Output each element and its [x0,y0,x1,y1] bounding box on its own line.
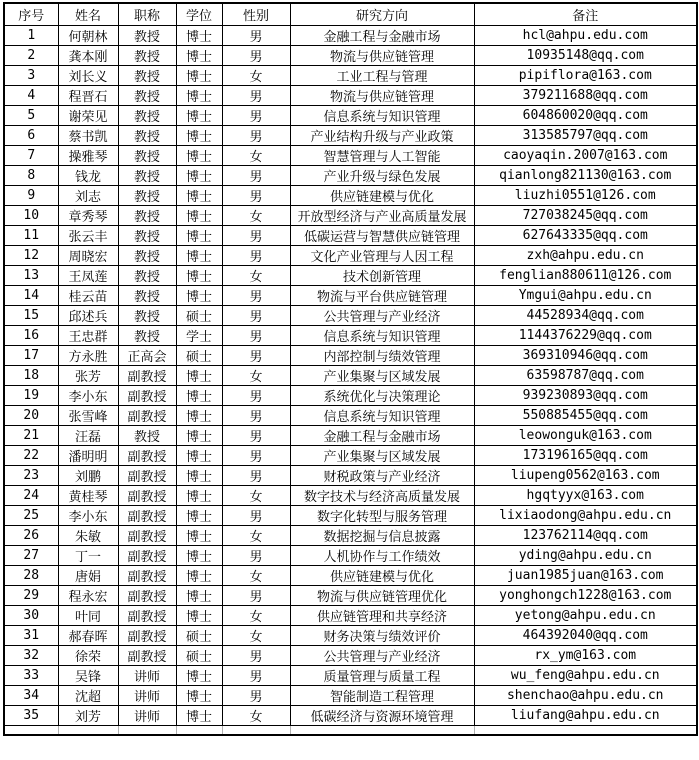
table-cell: 学士 [176,326,222,346]
table-cell: 副教授 [118,546,176,566]
table-cell: 物流与供应链管理 [290,86,474,106]
table-cell: 18 [4,366,58,386]
table-cell: liufang@ahpu.edu.cn [474,706,697,726]
table-cell: 44528934@qq.com [474,306,697,326]
table-cell: hgqtyyx@163.com [474,486,697,506]
table-cell: 工业工程与管理 [290,66,474,86]
table-cell: 副教授 [118,486,176,506]
table-cell: pipiflora@163.com [474,66,697,86]
table-cell: 博士 [176,186,222,206]
table-cell: 副教授 [118,626,176,646]
table-cell: 15 [4,306,58,326]
table-cell: 31 [4,626,58,646]
grid-stub-cell [4,726,58,736]
table-cell: 副教授 [118,386,176,406]
table-cell: shenchao@ahpu.edu.cn [474,686,697,706]
table-cell: 13 [4,266,58,286]
table-cell: rx_ym@163.com [474,646,697,666]
table-cell: 教授 [118,306,176,326]
table-cell: 9 [4,186,58,206]
table-cell: 379211688@qq.com [474,86,697,106]
table-cell: 女 [222,526,290,546]
table-cell: 16 [4,326,58,346]
table-cell: 文化产业管理与人因工程 [290,246,474,266]
table-cell: 教授 [118,266,176,286]
table-cell: 潘明明 [58,446,118,466]
table-row [4,466,697,486]
table-cell: 低碳经济与资源环境管理 [290,706,474,726]
table-cell: 刘志 [58,186,118,206]
table-cell: 博士 [176,46,222,66]
table-cell: 教授 [118,246,176,266]
table-cell: 11 [4,226,58,246]
table-cell: 王凤莲 [58,266,118,286]
table-cell: 博士 [176,686,222,706]
table-cell: 副教授 [118,406,176,426]
table-cell: 博士 [176,426,222,446]
header-cell-remark: 备注 [474,3,697,26]
table-row [4,346,697,366]
table-cell: 叶同 [58,606,118,626]
table-cell: 5 [4,106,58,126]
table-cell: 教授 [118,206,176,226]
table-cell: 沈超 [58,686,118,706]
table-cell: 男 [222,466,290,486]
table-cell: 吴锋 [58,666,118,686]
table-row [4,66,697,86]
table-cell: Ymgui@ahpu.edu.cn [474,286,697,306]
table-cell: 男 [222,586,290,606]
table-cell: 内部控制与绩效管理 [290,346,474,366]
header-cell-research: 研究方向 [290,3,474,26]
table-row [4,686,697,706]
table-cell: juan1985juan@163.com [474,566,697,586]
table-cell: 21 [4,426,58,446]
table-cell: 10935148@qq.com [474,46,697,66]
table-cell: wu_feng@ahpu.edu.cn [474,666,697,686]
table-cell: 硕士 [176,346,222,366]
table-cell: 6 [4,126,58,146]
table-cell: 8 [4,166,58,186]
table-cell: 30 [4,606,58,626]
table-row [4,426,697,446]
table-cell: 7 [4,146,58,166]
table-cell: 博士 [176,706,222,726]
table-cell: 钱龙 [58,166,118,186]
table-cell: 男 [222,306,290,326]
table-cell: 博士 [176,466,222,486]
table-cell: 谢荣见 [58,106,118,126]
table-cell: 3 [4,66,58,86]
table-cell: 女 [222,566,290,586]
table-cell: 产业升级与绿色发展 [290,166,474,186]
table-cell: 女 [222,266,290,286]
table-cell: 唐娟 [58,566,118,586]
table-row [4,606,697,626]
table-cell: 博士 [176,606,222,626]
table-cell: 727038245@qq.com [474,206,697,226]
table-cell: 程永宏 [58,586,118,606]
table-cell: 604860020@qq.com [474,106,697,126]
table-cell: 副教授 [118,366,176,386]
table-row [4,266,697,286]
header-cell-title: 职称 [118,3,176,26]
table-cell: 女 [222,706,290,726]
grid-stub-cell [118,726,176,736]
table-cell: 副教授 [118,526,176,546]
table-cell: 供应链建模与优化 [290,566,474,586]
table-cell: 讲师 [118,706,176,726]
table-cell: 金融工程与金融市场 [290,26,474,46]
table-cell: 23 [4,466,58,486]
table-cell: 313585797@qq.com [474,126,697,146]
table-cell: 22 [4,446,58,466]
table-cell: 29 [4,586,58,606]
table-cell: 邱述兵 [58,306,118,326]
grid-stub-cell [222,726,290,736]
table-cell: 男 [222,86,290,106]
table-cell: 刘芳 [58,706,118,726]
table-row [4,246,697,266]
table-cell: 物流与供应链管理优化 [290,586,474,606]
table-cell: 博士 [176,226,222,246]
table-body [4,26,697,726]
table-row [4,546,697,566]
table-cell: 方永胜 [58,346,118,366]
table-cell: zxh@ahpu.edu.cn [474,246,697,266]
table-cell: 硕士 [176,626,222,646]
table-cell: 教授 [118,46,176,66]
table-cell: 123762114@qq.com [474,526,697,546]
table-cell: 副教授 [118,606,176,626]
table-cell: 173196165@qq.com [474,446,697,466]
table-row [4,306,697,326]
table-cell: 女 [222,66,290,86]
table-cell: 数字化转型与服务管理 [290,506,474,526]
cropped-next-row [4,726,697,736]
table-cell: 博士 [176,446,222,466]
table-cell: 63598787@qq.com [474,366,697,386]
table-cell: 男 [222,406,290,426]
table-cell: 教授 [118,166,176,186]
table-row [4,406,697,426]
table-cell: 博士 [176,506,222,526]
table-cell: 1144376229@qq.com [474,326,697,346]
table-cell: 550885455@qq.com [474,406,697,426]
table-cell: 博士 [176,206,222,226]
table-cell: 女 [222,206,290,226]
table-cell: 博士 [176,366,222,386]
table-cell: 男 [222,166,290,186]
table-cell: leowonguk@163.com [474,426,697,446]
grid-stub-cell [290,726,474,736]
table-cell: 黄桂琴 [58,486,118,506]
table-cell: 副教授 [118,506,176,526]
table-cell: 男 [222,546,290,566]
table-cell: 博士 [176,246,222,266]
table-cell: 教授 [118,86,176,106]
table-cell: 金融工程与金融市场 [290,426,474,446]
table-cell: 博士 [176,266,222,286]
table-cell: 蔡书凯 [58,126,118,146]
table-cell: 女 [222,146,290,166]
table-cell: 博士 [176,666,222,686]
table-cell: 男 [222,226,290,246]
table-cell: 4 [4,86,58,106]
table-cell: 李小东 [58,386,118,406]
table-cell: 博士 [176,486,222,506]
table-cell: 硕士 [176,306,222,326]
table-cell: 副教授 [118,566,176,586]
table-cell: 教授 [118,26,176,46]
table-cell: 何朝林 [58,26,118,46]
table-cell: 27 [4,546,58,566]
table-row [4,646,697,666]
table-row [4,486,697,506]
table-cell: 刘鹏 [58,466,118,486]
table-cell: 讲师 [118,686,176,706]
table-row [4,366,697,386]
table-cell: 供应链管理和共享经济 [290,606,474,626]
table-row [4,386,697,406]
table-cell: 信息系统与知识管理 [290,406,474,426]
table-cell: 10 [4,206,58,226]
table-cell: 博士 [176,546,222,566]
table-cell: 操雅琴 [58,146,118,166]
table-cell: 汪磊 [58,426,118,446]
table-cell: 正高会 [118,346,176,366]
table-cell: hcl@ahpu.edu.com [474,26,697,46]
table-row [4,586,697,606]
table-cell: 男 [222,286,290,306]
table-cell: 男 [222,186,290,206]
table-cell: 技术创新管理 [290,266,474,286]
table-cell: 产业集聚与区域发展 [290,366,474,386]
table-cell: 女 [222,486,290,506]
table-cell: 博士 [176,286,222,306]
table-cell: 教授 [118,146,176,166]
table-cell: lixiaodong@ahpu.edu.cn [474,506,697,526]
table-row [4,326,697,346]
table-cell: 教授 [118,326,176,346]
table-cell: 男 [222,326,290,346]
table-cell: 男 [222,126,290,146]
table-cell: 男 [222,426,290,446]
table-cell: 丁一 [58,546,118,566]
table-cell: 20 [4,406,58,426]
table-cell: 369310946@qq.com [474,346,697,366]
table-cell: qianlong821130@163.com [474,166,697,186]
header-cell-index: 序号 [4,3,58,26]
table-cell: 博士 [176,166,222,186]
table-row [4,126,697,146]
table-cell: 信息系统与知识管理 [290,326,474,346]
table-row [4,46,697,66]
table-cell: 李小东 [58,506,118,526]
table-cell: 财务决策与绩效评价 [290,626,474,646]
table-cell: 程晋石 [58,86,118,106]
table-row [4,106,697,126]
table-cell: 939230893@qq.com [474,386,697,406]
table-cell: 26 [4,526,58,546]
table-cell: 博士 [176,26,222,46]
table-cell: 32 [4,646,58,666]
table-cell: 男 [222,46,290,66]
table-cell: 桂云苗 [58,286,118,306]
table-cell: 智能制造工程管理 [290,686,474,706]
header-cell-name: 姓名 [58,3,118,26]
table-cell: 硕士 [176,646,222,666]
table-cell: 男 [222,386,290,406]
table-cell: 博士 [176,106,222,126]
table-cell: 25 [4,506,58,526]
table-cell: 女 [222,366,290,386]
table-cell: 464392040@qq.com [474,626,697,646]
table-cell: 2 [4,46,58,66]
table-cell: 章秀琴 [58,206,118,226]
table-cell: 讲师 [118,666,176,686]
table-cell: 男 [222,106,290,126]
table-cell: 女 [222,626,290,646]
table-cell: 系统优化与决策理论 [290,386,474,406]
table-cell: 博士 [176,86,222,106]
table-cell: 博士 [176,126,222,146]
table-cell: 公共管理与产业经济 [290,646,474,666]
table-cell: 627643335@qq.com [474,226,697,246]
table-cell: 男 [222,246,290,266]
table-cell: 教授 [118,226,176,246]
grid-stub-cell [474,726,697,736]
table-row [4,206,697,226]
table-cell: 龚本刚 [58,46,118,66]
table-cell: 财税政策与产业经济 [290,466,474,486]
table-row [4,226,697,246]
table-cell: 数字技术与经济高质量发展 [290,486,474,506]
grid-stub-cell [58,726,118,736]
table-cell: 刘长义 [58,66,118,86]
table-row [4,146,697,166]
table-cell: 郝春晖 [58,626,118,646]
table-cell: 物流与供应链管理 [290,46,474,66]
table-cell: 14 [4,286,58,306]
table-cell: 人机协作与工作绩效 [290,546,474,566]
table-cell: 教授 [118,286,176,306]
header-cell-gender: 性别 [222,3,290,26]
table-cell: 数据挖掘与信息披露 [290,526,474,546]
table-cell: 产业集聚与区域发展 [290,446,474,466]
table-header-row [4,3,697,26]
table-cell: 智慧管理与人工智能 [290,146,474,166]
table-cell: 17 [4,346,58,366]
table-row [4,526,697,546]
faculty-roster-table [3,2,698,736]
grid-stub-cell [176,726,222,736]
table-cell: 男 [222,686,290,706]
table-cell: 公共管理与产业经济 [290,306,474,326]
table-cell: yonghongch1228@163.com [474,586,697,606]
table-cell: yding@ahpu.edu.cn [474,546,697,566]
table-cell: 男 [222,666,290,686]
table-cell: 博士 [176,146,222,166]
table-cell: 24 [4,486,58,506]
table-cell: 博士 [176,566,222,586]
table-cell: liupeng0562@163.com [474,466,697,486]
table-row [4,706,697,726]
table-cell: 33 [4,666,58,686]
table-cell: 博士 [176,586,222,606]
table-cell: 教授 [118,186,176,206]
table-cell: 副教授 [118,646,176,666]
table-cell: 低碳运营与智慧供应链管理 [290,226,474,246]
table-cell: 博士 [176,66,222,86]
table-cell: 12 [4,246,58,266]
table-cell: yetong@ahpu.edu.cn [474,606,697,626]
table-cell: 质量管理与质量工程 [290,666,474,686]
table-row [4,286,697,306]
table-cell: liuzhi0551@126.com [474,186,697,206]
table-cell: 供应链建模与优化 [290,186,474,206]
table-cell: 博士 [176,406,222,426]
table-cell: 博士 [176,526,222,546]
table-cell: 男 [222,446,290,466]
table-cell: 35 [4,706,58,726]
table-cell: 教授 [118,426,176,446]
table-cell: 张云丰 [58,226,118,246]
table-row [4,566,697,586]
table-cell: 男 [222,26,290,46]
table-cell: 王忠群 [58,326,118,346]
table-cell: 张雪峰 [58,406,118,426]
table-cell: 周晓宏 [58,246,118,266]
table-cell: 开放型经济与产业高质量发展 [290,206,474,226]
table-row [4,446,697,466]
table-cell: 朱敏 [58,526,118,546]
table-row [4,186,697,206]
header-cell-degree: 学位 [176,3,222,26]
table-cell: 徐荣 [58,646,118,666]
table-cell: 女 [222,606,290,626]
table-row [4,166,697,186]
table-cell: 物流与平台供应链管理 [290,286,474,306]
table-cell: 副教授 [118,466,176,486]
table-row [4,86,697,106]
table-row [4,26,697,46]
table-cell: 教授 [118,126,176,146]
table-cell: 34 [4,686,58,706]
table-cell: 男 [222,506,290,526]
table-row [4,506,697,526]
table-cell: 副教授 [118,586,176,606]
table-cell: 男 [222,646,290,666]
table-cell: 28 [4,566,58,586]
table-row [4,626,697,646]
table-row [4,666,697,686]
table-cell: 1 [4,26,58,46]
table-cell: fenglian880611@126.com [474,266,697,286]
table-cell: 副教授 [118,446,176,466]
table-cell: 19 [4,386,58,406]
table-cell: 张芳 [58,366,118,386]
table-cell: 博士 [176,386,222,406]
table-cell: caoyaqin.2007@163.com [474,146,697,166]
table-cell: 产业结构升级与产业政策 [290,126,474,146]
table-cell: 教授 [118,66,176,86]
table-cell: 信息系统与知识管理 [290,106,474,126]
table-cell: 男 [222,346,290,366]
table-cell: 教授 [118,106,176,126]
